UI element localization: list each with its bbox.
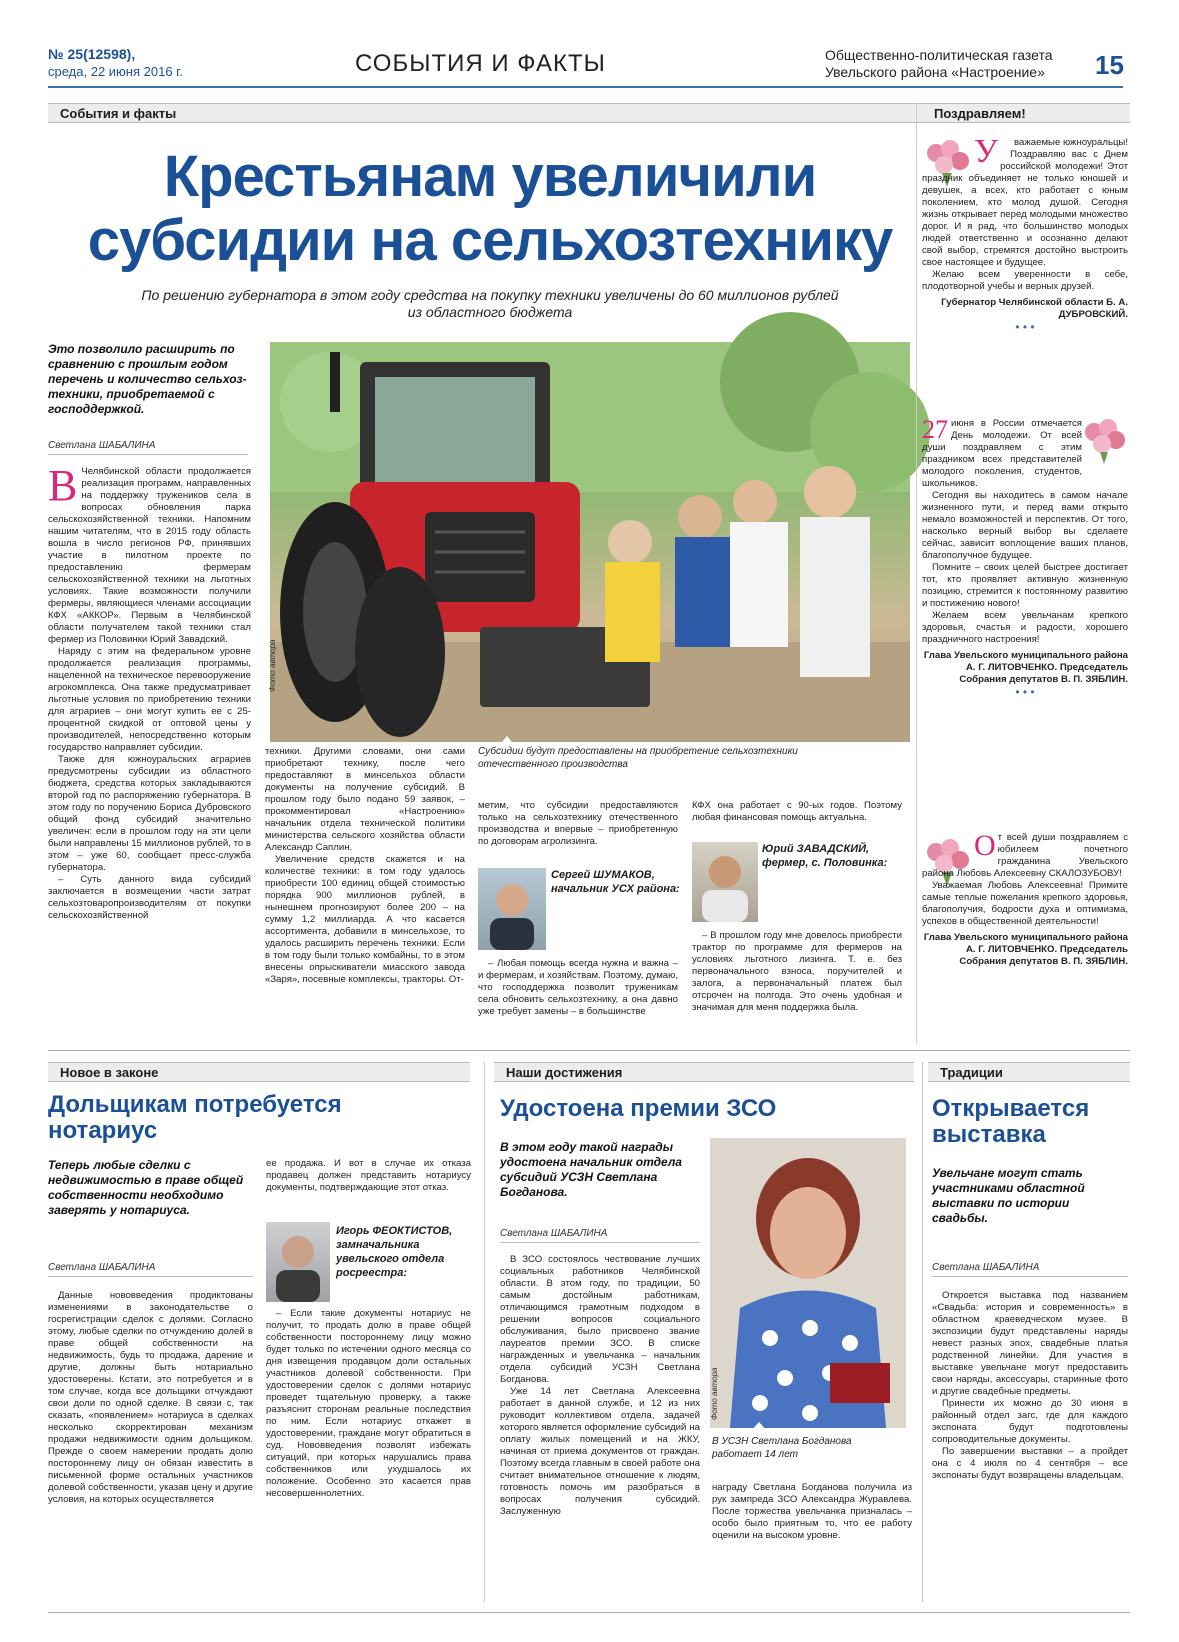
award-column-2 [712, 1482, 912, 1602]
portrait-illustration [710, 1138, 906, 1428]
quote-person-name: Игорь ФЕОКТИСТОВ, [336, 1225, 453, 1237]
greeting-1-drop-cap: У [974, 133, 999, 170]
greeting-2-drop-cap: 27 [922, 415, 948, 444]
issue-number: № 25(12598), [48, 46, 136, 62]
law-paragraph: Данные нововведения продиктованы изменениями в законодательстве о госрегистрации сделок с долями. Согласно этому, любые сделки по отчуждению долей в праве общей собственности на недвижимость, будь то продажа, дарение и другие, должны быть нотариально удостоверены. Кстати, это потребуется и в том случае, когда все дольщики отчуждают свои доли по одной сделке. В связи с, так сказать, «появлением» нотариуса в сделках несколько скорректирован механизм продажи недвижимости одним дольщиком. Прежде о своем намерении продать долю постороннему лицу он обязан известить в письменной форме остальных участников долевой собственности, указав цену и другие условия, на которых осуществляется [48, 1290, 253, 1505]
shumakov-name [551, 868, 681, 896]
award-paragraph: В ЗСО состоялось чествование лучших социальных работников Челябинской области. В этом году, по традиции, 50 самым достойным работникам, отличающимся грамотным подходом в решении вопросов социального обслуживания, было присвоено звание лауреатов премии ЗСО. В списке награжденных и увельчанка – начальник отдела субсидий УСЗН Светлана Богданова. [500, 1254, 700, 1385]
main-headline-line-2: субсидии на сельхозтехнику [87, 208, 893, 273]
rubric-greetings: Поздравляем! [922, 103, 1130, 123]
main-column-2 [265, 746, 465, 1036]
bogdanova-photo [710, 1138, 906, 1428]
rubric-law: Новое в законе [48, 1062, 470, 1082]
zavadsky-photo [692, 842, 758, 922]
main-column-1 [48, 461, 251, 1032]
greeting-2-text: Помните – своих целей быстрее достигает тот, кто проявляет активную жизненную позицию, стремится к постоянному развитию и постижению нового! [922, 562, 1128, 609]
greeting-1-signature: Губернатор Челябинской области Б. А. ДУБРОВСКИЙ. [941, 297, 1128, 320]
law-headline: Дольщикам потребуется нотариус [48, 1091, 342, 1144]
masthead-rule [48, 86, 1123, 88]
newspaper-name-line-2: Увельского района «Настроение» [825, 64, 1045, 80]
main-subhead-line-2: из областного бюджета [407, 304, 573, 320]
law-paragraph: – Если такие документы нотариус не получит, то продать долю в праве общей собственности постороннему лицу можно будет только по истечении одного месяца со дня извещения продавцом доли остальных участников долевой собственности. При удостоверении сделок с долями нотариус проведет тщательную проверку, а также разъяснит сторонам реальные последствия по ним. Если нотариус откажет в удостоверении, граждане могут обратиться в суд. Нововведения позволят избежать ситуаций, при которых нарушались права собственников или ухудшалось их положение. Особенно это касается прав несовершеннолетних. [266, 1308, 471, 1499]
bottom-section-rule [48, 1050, 1130, 1051]
page-bottom-rule [48, 1612, 1130, 1613]
law-column-2-top [266, 1158, 471, 1194]
traditions-paragraph: По завершении выставки – а пройдет она с 4 июля по 4 сентября – все экспонаты будут возвращены владельцам. [932, 1446, 1128, 1481]
traditions-paragraph: Принести их можно до 30 июня в районный отдел загс, где для каждого экспоната будут подготовлены сопроводительные документы. [932, 1398, 1128, 1445]
zavadsky-quote [692, 930, 902, 1014]
feoktistov-photo [266, 1222, 330, 1302]
award-column-1 [500, 1254, 700, 1602]
feoktistov-name [336, 1224, 471, 1280]
page-number: 15 [1095, 50, 1124, 80]
main-col1-paragraph: Челябинской области продолжается реализация программ, направленных на поддержку тружеников села в вопросах обновления парка сельскохозяйственной техники. Напомним нашим читателям, что в 2015 году область вошла в число регионов РФ, принявших участие в пилотном проекте по предоставлению фермерам сельскохозяйственной техники на льготных условиях. Такие возможности получили фермеры, являющиеся членами ассоциации КФХ «АККОР». Первым в Челябинской области получателем такой техники стал фермер из Половинки Юрий Завадский. [48, 466, 251, 645]
greeting-2 [922, 415, 1128, 699]
rubric-award: Наши достижения [494, 1062, 914, 1082]
traditions-lead: Увельчане могут стать участниками областной выставки по истории свадьбы. [932, 1166, 1085, 1225]
zavadsky-name [762, 842, 902, 870]
main-col2-paragraph: Увеличение средств скажется и на количестве техники: в том году удалось приобрести 100 единиц общей стоимостью порядка 900 миллионов рублей, в нынешнем прогнозируют более 200 – на сумму 1,2 миллиарда. А что касается ассортимента, добавили в минсельхозе, то удалось расширить перечень техники. Если в том году были только комбайны, то в этом внесены опрыскиватели миасского завода «Заря», посевные комплексы, тракторы. От- [265, 854, 465, 985]
award-photo-credit: Фото автора [710, 1367, 719, 1420]
quote-text: – В прошлом году мне довелось приобрести трактор по программе для фермеров на условиях льготного лизинга. Т. е. без первоначального взноса, поручителей и залога, а первоначальный платеж был отсрочен на полгода. Это очень удобная и значимая для меня поддержка была. [692, 930, 902, 1013]
quote-person-role: замначальника увельского отдела росреестра: [336, 1239, 445, 1279]
award-caption-triangle [750, 1422, 768, 1432]
separator-dots: • • • [1015, 685, 1035, 699]
quote-person-name: Сергей ШУМАКОВ, [551, 869, 655, 881]
issue-date: среда, 22 июня 2016 г. [48, 64, 183, 79]
main-col4-paragraph: КФХ она работает с 90-ых годов. Поэтому любая финансовая помощь актуальна. [692, 800, 902, 823]
shumakov-quote [478, 958, 678, 1034]
main-column-3 [478, 800, 678, 848]
main-headline-line-1: Крестьянам увеличили [163, 144, 817, 209]
rubric-traditions: Традиции [928, 1062, 1130, 1082]
main-headline [55, 145, 925, 273]
law-divider [484, 1062, 485, 1602]
photo-credit-label: Фото автора [268, 639, 277, 692]
drop-cap: В [48, 461, 78, 510]
main-col1-paragraph: Наряду с этим на федеральном уровне продолжается реализация программы, нацеленной на техническое перевооружение агрокомплекса. Она также предусматривает льготные условия по приобретению техники для аграриев – они могут купить ее с 25-процентной скидкой от оптовой цены у производителей, непосредственно которым государство направляет субсидии. [48, 646, 251, 753]
greeting-2-text: Сегодня вы находитесь в самом начале жизненного пути, и перед вами открыто немало возможностей и перспектив. От того, насколько верный выбор вы сделаете сейчас, зависит воплощение ваших планов, благополучное будущее. [922, 490, 1128, 561]
law-author: Светлана ШАБАЛИНА [48, 1262, 253, 1277]
portrait-icon [692, 842, 758, 922]
award-divider [922, 1062, 923, 1602]
greeting-2-text: июня в России отмечается День молодежи. От всей души поздравляем с этим праздником всех представителей молодого поколения, студентов, школьников. [922, 418, 1082, 489]
award-paragraph: награду Светлана Богданова получила из рук зампреда ЗСО Александра Журавлева. После торжества увельчанка призналась – особо было приятным то, что ее работу оценили на высоком уровне. [712, 1482, 912, 1541]
quote-text: – Любая помощь всегда нужна и важна – и фермерам, и хозяйствам. Поэтому, думаю, что господдержка позволит труженикам села обновить сельхозтехнику, а она давно уже требует замены – в большинстве [478, 958, 678, 1017]
law-column-1 [48, 1290, 253, 1602]
law-lead: Теперь любые сделки с недвижимостью в праве общей собственности необходимо заверять у нотариуса. [48, 1158, 244, 1217]
greeting-1-text: Желаю всем уверенности в себе, плодотворной учебы и верных друзей. [922, 269, 1128, 292]
shumakov-photo [478, 868, 546, 950]
traditions-headline: Открывается выставка [932, 1095, 1090, 1148]
main-col1-paragraph: – Суть данного вида субсидий заключается в возмещении части затрат сельхозтоваропроизводителям от покупки сельскохозяйственной [48, 874, 251, 921]
tractor-illustration [270, 342, 910, 742]
greeting-3-text: т всей души поздравляем с юбилеем почетного гражданина Увельского района Любовь Алексеевну СКАЛОЗУБОВУ! [922, 832, 1128, 879]
greeting-3-signature: Глава Увельского муниципального района А. Г. ЛИТОВЧЕНКО. Председатель Собрания депутатов В. П. ЗЯБЛИН. [923, 932, 1128, 967]
quote-person-name: Юрий ЗАВАДСКИЙ, [762, 843, 870, 855]
traditions-column [932, 1290, 1128, 1602]
award-lead: В этом году такой награды удостоена начальник отдела субсидий УСЗН Светлана Богданова. [500, 1140, 682, 1199]
main-col2-paragraph: техники. Другими словами, они сами приобретают технику, после чего предоставляют в минсельхоз области документы на получение субсидий. В прошлом году было подано 59 заявок, – прокомментировал «Настроению» начальник отдела технической политики министерства сельского хозяйства области Александр Саплин. [265, 746, 465, 853]
quote-person-role: фермер, с. Половинка: [762, 857, 888, 869]
main-col3-paragraph: метим, что субсидии предоставляются только на сельхозтехнику отечественного производства и впервые – приобретенную по договорам агролизинга. [478, 800, 678, 847]
main-lead: Это позволило расширить по сравнению с прошлым годом перечень и количество сельхоз-техники, приобретаемой с господдержкой. [48, 342, 247, 416]
main-col1-paragraph: Также для южноуральских аграриев предусмотрены субсидии из областного бюджета, средства которых закладываются второй год по распоряжению губернатора. В этом году по поручению Бориса Дубровского общий фонд субсидий значительно увеличен: если в прошлом году на эти цели были направлены 15 миллионов рублей, то в этом – уже 60, сообщает пресс-служба губернатора. [48, 754, 251, 873]
greeting-3 [922, 829, 1128, 968]
section-title: СОБЫТИЯ И ФАКТЫ [355, 50, 606, 77]
main-column-4 [692, 800, 902, 824]
main-author: Светлана ШАБАЛИНА [48, 440, 248, 455]
greetings-divider [916, 103, 917, 1043]
award-author: Светлана ШАБАЛИНА [500, 1228, 700, 1243]
main-subhead-line-1: По решению губернатора в этом году средства на покупку техники увеличены до 60 миллионов рублей [141, 287, 839, 303]
tractor-photo [270, 342, 910, 742]
law-column-2 [266, 1308, 471, 1602]
greeting-3-drop-cap: О [974, 829, 996, 862]
greeting-2-text: Желаем всем увельчанам крепкого здоровья, счастья и радости, хорошего праздничного настроения! [922, 610, 1128, 645]
award-paragraph: Уже 14 лет Светлана Алексеевна работает в данной службе, и 12 из них руководит коллективом отдела, задачей которого является оформление субсидий на оплату жилых помещений и на ЖКУ, начиная от приема документов от граждан. Поэтому всегда главным в своей работе она считает внимательное отношение к людям, готовность помочь им разобраться в вопросах получения субсидий. Заслуженную [500, 1386, 700, 1517]
masthead [0, 0, 1179, 100]
greeting-1 [922, 133, 1128, 334]
newspaper-name-line-1: Общественно-политическая газета [825, 47, 1053, 63]
rubric-events: События и факты [48, 103, 928, 123]
portrait-icon [266, 1222, 330, 1302]
award-headline: Удостоена премии ЗСО [500, 1095, 777, 1122]
traditions-paragraph: Откроется выставка под названием «Свадьба: история и современность» в областном краеведческом музее. В экспозиции будут представлены наряды невест разных эпох, свадебные платья родственной линейки. Для участия в выставке увельчане могут предоставить свои наряды, аксессуары, старинные фото и другие свадебные предметы. [932, 1290, 1128, 1397]
greeting-1-text: важаемые южноуральцы! [1014, 137, 1128, 148]
award-photo-caption: В УСЗН Светлана Богданова работает 14 лет [712, 1436, 852, 1460]
photo-caption: Субсидии будут предоставлены на приобретение сельхозтехники отечественного производства [478, 746, 798, 770]
traditions-author: Светлана ШАБАЛИНА [932, 1262, 1128, 1277]
separator-dots: • • • [1015, 320, 1035, 334]
greeting-3-text: Уважаемая Любовь Алексеевна! Примите самые теплые пожелания крепкого здоровья, благополучия, бодрости духа и оптимизма, успехов в общественной деятельности! [922, 880, 1128, 927]
portrait-icon [478, 868, 546, 950]
greeting-2-signature: Глава Увельского муниципального района А. Г. ЛИТОВЧЕНКО. Председатель Собрания депутатов В. П. ЗЯБЛИН. [923, 650, 1128, 685]
law-paragraph: ее продажа. И вот в случае их отказа продавец должен представить нотариусу документы, подтверждающие этот отказ. [266, 1158, 471, 1193]
quote-person-role: начальник УСХ района: [551, 883, 680, 895]
greeting-1-text: Поздравляю вас с Днем российской молодежи! Этот праздник объединяет не только юношей и девушек, а всех, кто работает с юным поколением, кто молод душой. Сегодня жизнь открывает перед молодыми множество дорог. И я рад, что большинство молодых людей ответственно и осознанно делают свой выбор, стремятся достойно выстроить свое настоящее и будущее. [922, 149, 1128, 268]
